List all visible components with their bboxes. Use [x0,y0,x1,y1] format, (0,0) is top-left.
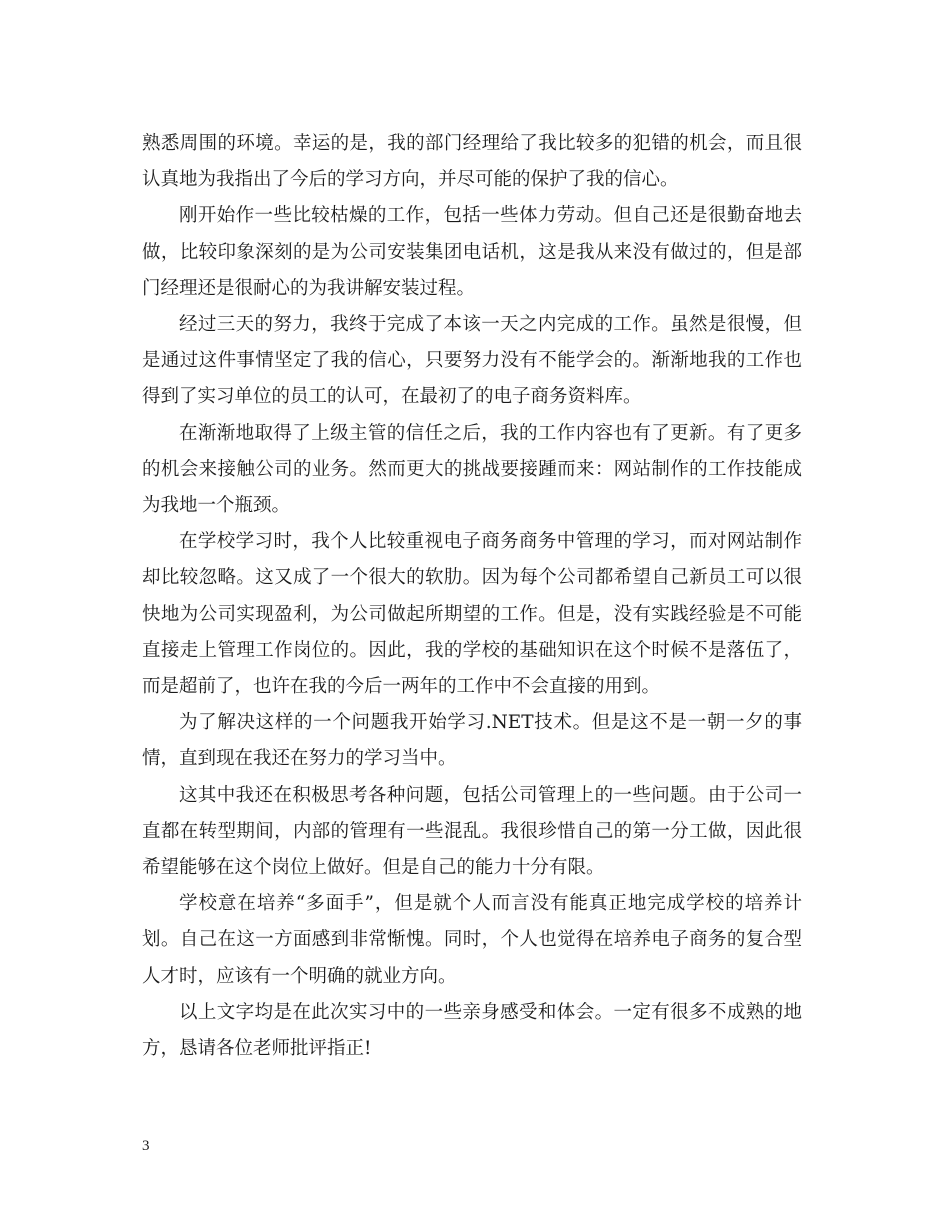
paragraph-3: 经过三天的努力，我终于完成了本该一天之内完成的工作。虽然是很慢，但是通过这件事情坚定了我的信心，只要努力没有不能学会的。渐渐地我的工作也得到了实习单位的员工的认可，在最初了的电子商务资料库。 [142,314,802,408]
document-body [142,126,802,1067]
paragraph-2: 刚开始作一些比较枯燥的工作，包括一些体力劳动。但自己还是很勤奋地去做，比较印象深刻的是为公司安装集团电话机，这是我从来没有做过的，但是部门经理还是很耐心的为我讲解安装过程。 [142,205,802,299]
page-number: 3 [142,1138,150,1154]
paragraph-4: 在渐渐地取得了上级主管的信任之后，我的工作内容也有了更新。有了更多的机会来接触公司的业务。然而更大的挑战要接踵而来：网站制作的工作技能成为我地一个瓶颈。 [142,422,802,517]
paragraph-8: 学校意在培养“多面手”，但是就个人而言没有能真正地完成学校的培养计划。自己在这一方面感到非常惭愧。同时，个人也觉得在培养电子商务的复合型人才时，应该有一个明确的就业方向。 [142,893,802,987]
paragraph-9: 以上文字均是在此次实习中的一些亲身感受和体会。一定有很多不成熟的地方，恳请各位老师批评指正! [142,1001,802,1060]
paragraph-6: 为了解决这样的一个问题我开始学习.NET技术。但是这不是一朝一夕的事情，直到现在我还在努力的学习当中。 [142,712,802,770]
paragraph-7: 这其中我还在积极思考各种问题，包括公司管理上的一些问题。由于公司一直都在转型期间，内部的管理有一些混乱。我很珍惜自己的第一分工做，因此很希望能够在这个岗位上做好。但是自己的能力十分有限。 [142,784,802,879]
paragraph-1: 熟悉周围的环境。幸运的是，我的部门经理给了我比较多的犯错的机会，而且很认真地为我指出了今后的学习方向，并尽可能的保护了我的信心。 [142,133,802,191]
paragraph-5: 在学校学习时，我个人比较重视电子商务商务中管理的学习，而对网站制作却比较忽略。这又成了一个很大的软肋。因为每个公司都希望自己新员工可以很快地为公司实现盈利，为公司做起所期望的工作。但是，没有实践经验是不可能直接走上管理工作岗位的。因此，我的学校的基础知识在这个时候不是落伍了，而是超前了，也许在我的今后一两年的工作中不会直接的用到。 [142,531,802,698]
